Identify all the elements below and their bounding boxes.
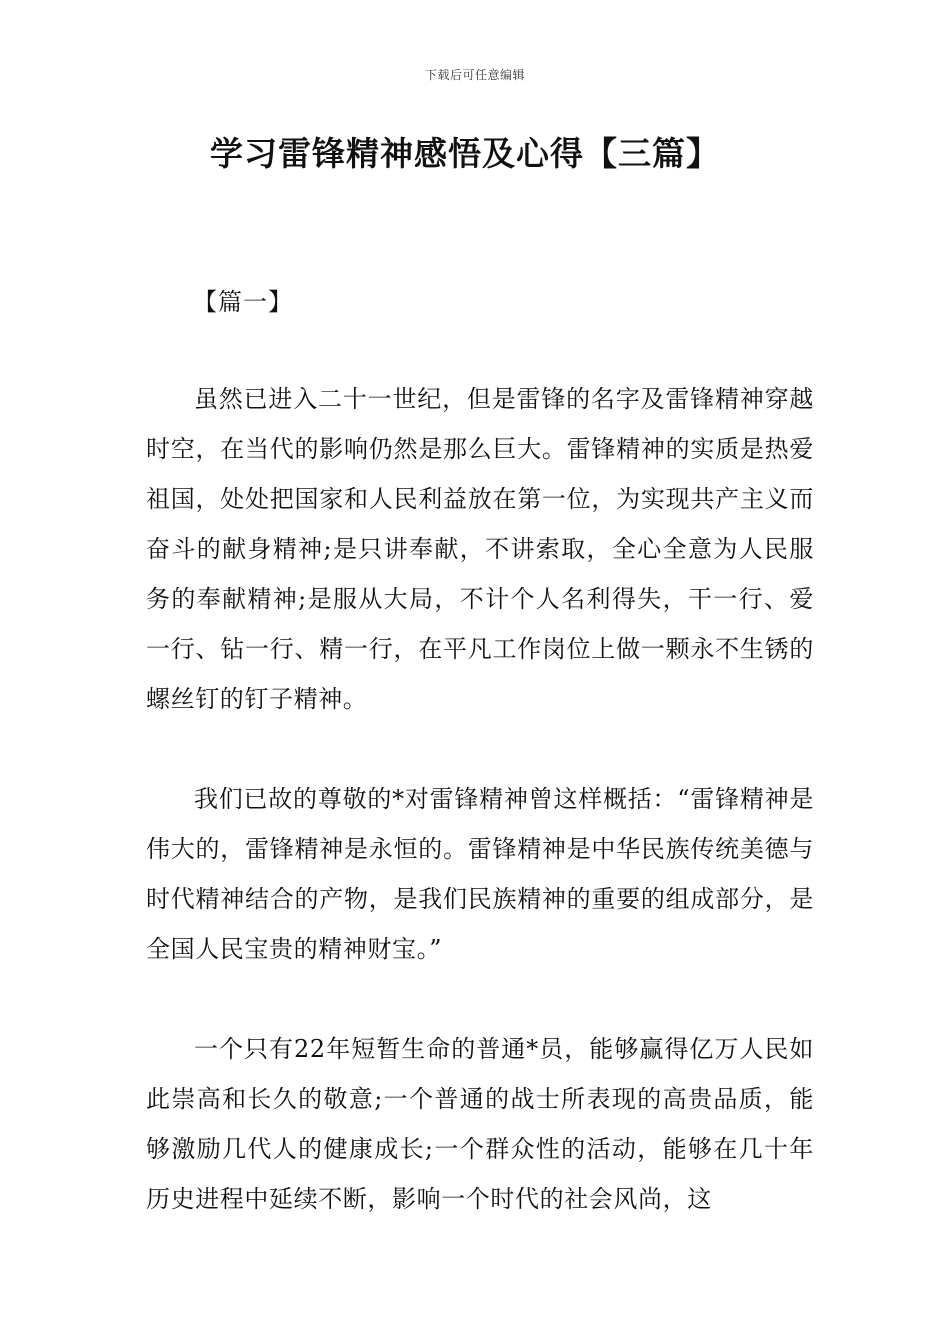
document-title: 学习雷锋精神感悟及心得【三篇】	[210, 134, 720, 173]
paragraph-2: 我们已故的尊敬的*对雷锋精神曾这样概括：“雷锋精神是伟大的，雷锋精神是永恒的。雷锋精神是中华民族传统美德与时代精神结合的产物，是我们民族精神的重要的组成部分，是全国人民宝贵的精神财宝。”	[146, 785, 814, 963]
paragraph-3-container	[146, 1024, 814, 1224]
paragraph-1-container	[146, 374, 814, 724]
header-note: 下载后可任意编辑	[424, 68, 525, 82]
paragraph-3: 一个只有22年短暂生命的普通*员，能够赢得亿万人民如此崇高和长久的敬意;一个普通的战士所表现的高贵品质，能够激励几代人的健康成长;一个群众性的活动，能够在几十年历史进程中延续不断，影响一个时代的社会风尚，这	[146, 1035, 814, 1213]
section-label: 【篇一】	[193, 288, 293, 316]
paragraph-2-container	[146, 774, 814, 974]
paragraph-1: 虽然已进入二十一世纪，但是雷锋的名字及雷锋精神穿越时空，在当代的影响仍然是那么巨大。雷锋精神的实质是热爱祖国，处处把国家和人民利益放在第一位，为实现共产主义而奋斗的献身精神;是只讲奉献，不讲索取，全心全意为人民服务的奉献精神;是服从大局，不计个人名利得失，干一行、爱一行、钻一行、精一行，在平凡工作岗位上做一颗永不生锈的螺丝钉的钉子精神。	[146, 385, 814, 713]
